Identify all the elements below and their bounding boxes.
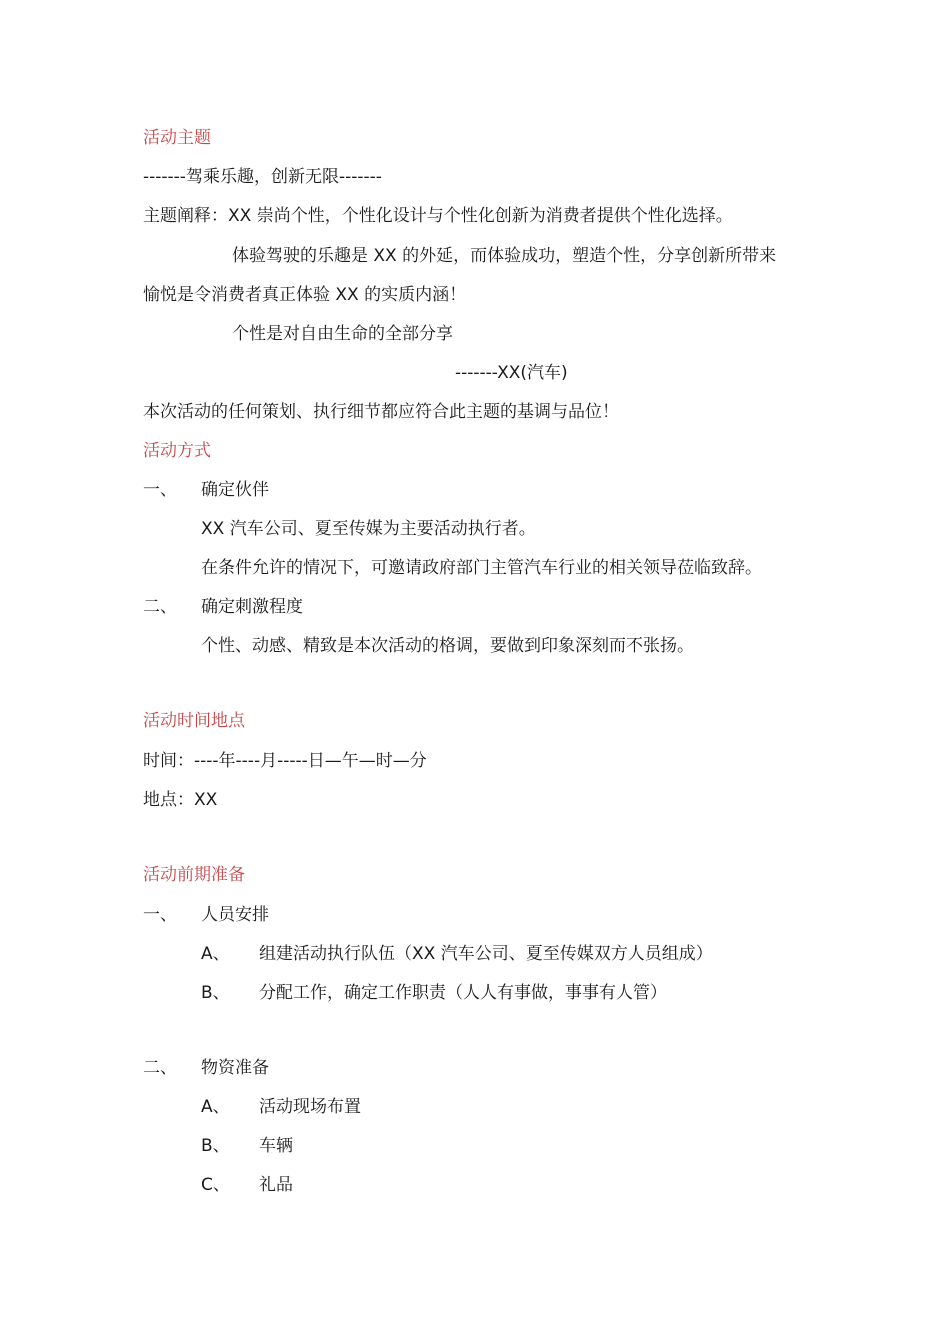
theme-explanation-line1: 主题阐释：XX 崇尚个性，个性化设计与个性化创新为消费者提供个性化选择。 [143,206,733,226]
prep-item1-marker: 一、 [143,905,177,925]
method-item2-line1: 个性、动感、精致是本次活动的格调，要做到印象深刻而不张扬。 [201,636,694,656]
method-item1-title: 确定伙伴 [201,480,269,500]
prep-item1-sub-b-text: 分配工作，确定工作职责（人人有事做，事事有人管） [259,983,667,1003]
prep-item2-sub-b-text: 车辆 [259,1136,293,1156]
event-place: 地点：XX [143,790,218,810]
section-heading-theme: 活动主题 [143,128,211,148]
method-item2-title: 确定刺激程度 [201,597,303,617]
section-heading-time-place: 活动时间地点 [143,711,245,731]
prep-item2-title: 物资准备 [201,1058,269,1078]
method-item1-marker: 一、 [143,480,177,500]
prep-item2-marker: 二、 [143,1058,177,1078]
prep-item2-sub-a-text: 活动现场布置 [259,1097,361,1117]
prep-item1-sub-a-marker: A、 [201,944,230,964]
prep-item1-sub-b-marker: B、 [201,983,230,1003]
prep-item1-title: 人员安排 [201,905,269,925]
theme-explanation-line2: 体验驾驶的乐趣是 XX 的外延，而体验成功，塑造个性，分享创新所带来 [232,246,777,266]
theme-explanation-line3: 愉悦是令消费者真正体验 XX 的实质内涵！ [143,285,467,305]
theme-slogan: -------驾乘乐趣，创新无限------- [143,167,382,187]
theme-quote-source: -------XX(汽车) [455,363,568,383]
prep-item2-sub-a-marker: A、 [201,1097,230,1117]
section-heading-preparation: 活动前期准备 [143,865,245,885]
method-item1-line2: 在条件允许的情况下，可邀请政府部门主管汽车行业的相关领导莅临致辞。 [201,558,762,578]
prep-item2-sub-c-text: 礼品 [259,1175,293,1195]
prep-item2-sub-b-marker: B、 [201,1136,230,1156]
theme-closing: 本次活动的任何策划、执行细节都应符合此主题的基调与品位！ [143,402,619,422]
prep-item1-sub-a-text: 组建活动执行队伍（XX 汽车公司、夏至传媒双方人员组成） [259,944,713,964]
section-heading-method: 活动方式 [143,441,211,461]
method-item1-line1: XX 汽车公司、夏至传媒为主要活动执行者。 [201,519,536,539]
event-time: 时间：----年----月-----日—午—时—分 [143,751,427,771]
theme-quote: 个性是对自由生命的全部分享 [232,324,453,344]
method-item2-marker: 二、 [143,597,177,617]
prep-item2-sub-c-marker: C、 [201,1175,230,1195]
